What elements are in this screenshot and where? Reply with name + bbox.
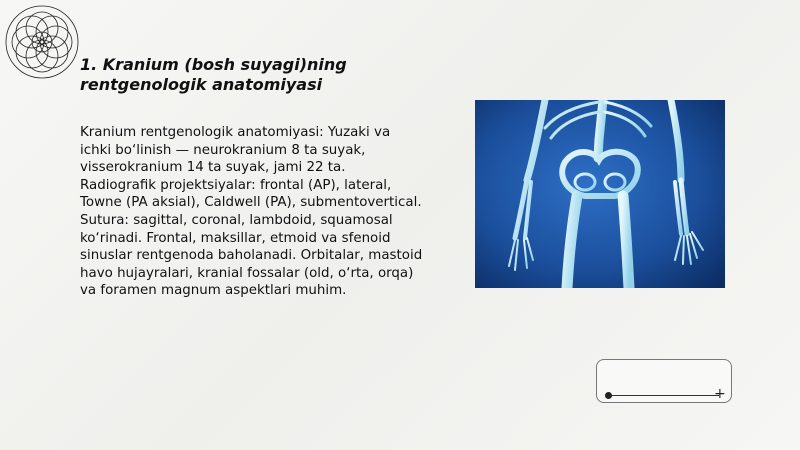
slide-title: 1. Kranium (bosh suyagi)ning rentgenologik anatomiyasi	[80, 55, 347, 94]
skeleton-xray-image	[475, 100, 725, 288]
playhead-dot-icon[interactable]	[605, 392, 612, 399]
circular-pattern-logo-icon	[4, 4, 80, 80]
audio-player-widget[interactable]	[596, 359, 732, 403]
playback-track[interactable]	[609, 395, 719, 396]
slide-body-text: Kranium rentgenologik anatomiyasi: Yuzaki va ichki bo‘linish — neurokranium 8 ta suyak, visserokranium 14 ta suyak, jami 22 ta. Radiografik projektsiyalar: frontal (AP), lateral, Towne (PA aksial), Caldwell (PA), submentovertical. Sutura: sagittal, coronal, lambdoid, squamosal ko‘rinadi. Frontal, maksillar, etmoid va sfenoid sinuslar rentgenoda baholanadi. Orbitalar, mastoid havo hujayralari, kranial fossalar (old, o‘rta, orqa) va foramen magnum aspektlari muhim.	[80, 125, 423, 299]
skeleton-illustration	[475, 100, 725, 288]
plus-icon[interactable]: +	[714, 386, 726, 402]
